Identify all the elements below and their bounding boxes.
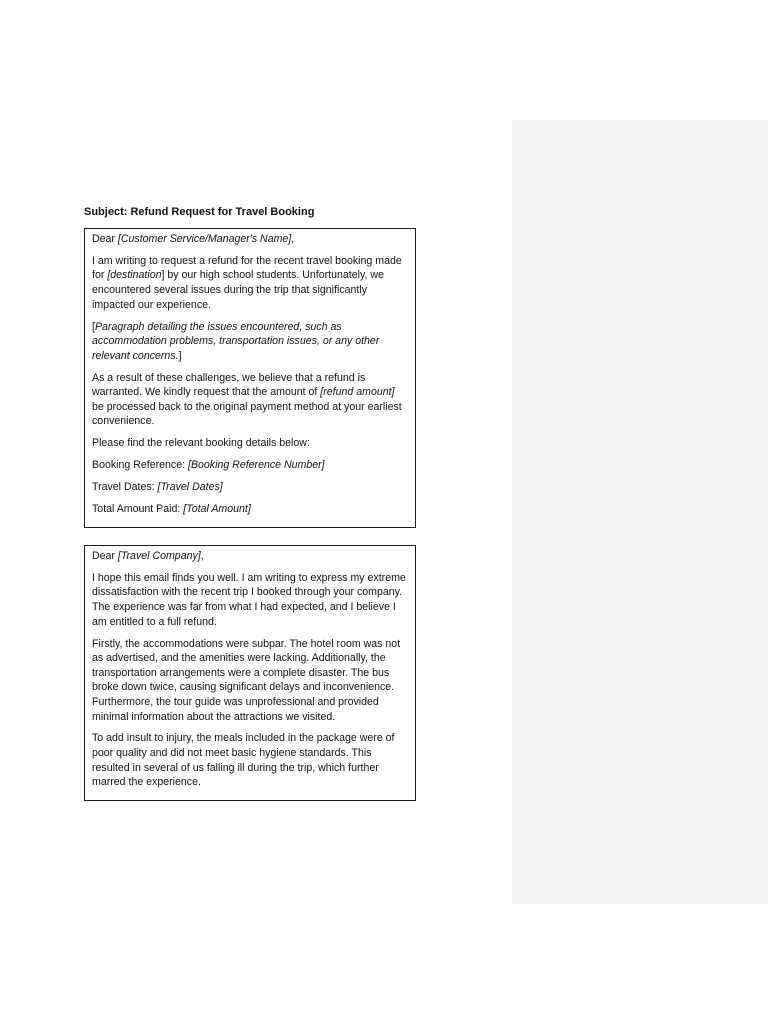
letter1-paragraph-2: [Paragraph detailing the issues encountered, such as accommodation problems, transportation issues, or any other relevant concerns.] — [92, 320, 380, 362]
total-amount-placeholder: [Total Amount] — [183, 502, 251, 515]
letter1-paragraph-1: I am writing to request a refund for the recent travel booking made for [destination] by our high school students. Unfortunately, we encountered several issues during the trip that significantly impacted our experience. — [92, 254, 402, 311]
booking-reference-line: Booking Reference: [Booking Reference Number] — [92, 459, 325, 472]
company-placeholder: [Travel Company] — [117, 550, 201, 562]
letter-template-box — [84, 228, 416, 528]
letter1-paragraph-3: As a result of these challenges, we believe that a refund is warranted. We kindly request that the amount of [refund amount] be processed back to the original payment method at your earliest convenience. — [92, 371, 402, 428]
comment-pane — [512, 120, 768, 904]
letter1-greeting: Dear [Customer Service/Manager's Name], — [92, 233, 295, 245]
recipient-placeholder: [Customer Service/Manager's Name], — [117, 233, 295, 245]
letter2-paragraph-3: To add insult to injury, the meals included in the package were of poor quality and did not meet basic hygiene standards. This resulted in several of us falling ill during the trip, which further marred the experience. — [92, 732, 395, 789]
letter1-paragraph-4: Please find the relevant booking details below: — [92, 437, 310, 450]
travel-dates-placeholder: [Travel Dates] — [157, 481, 223, 494]
destination-placeholder: [destination — [107, 269, 162, 282]
issues-placeholder: Paragraph detailing the issues encountered, such as accommodation problems, transportation issues, or any other relevant concerns. — [92, 320, 380, 362]
subject-line: Subject: Refund Request for Travel Booking — [84, 206, 315, 218]
letter2-paragraph-1: I hope this email finds you well. I am writing to express my extreme dissatisfaction with the recent trip I booked through your company. The experience was far from what I had expected, and I believe I am entitled to a full refund. — [92, 571, 406, 628]
complaint-letter-box — [84, 545, 416, 801]
letter2-greeting: Dear [Travel Company], — [92, 550, 204, 562]
refund-amount-placeholder: [refund amount] — [320, 386, 395, 399]
booking-reference-placeholder: [Booking Reference Number] — [188, 459, 325, 472]
letter2-paragraph-2: Firstly, the accommodations were subpar. The hotel room was not as advertised, and the amenities were lacking. Additionally, the transportation arrangements were a complete disaster. The bus broke down twice, causing significant delays and inconvenience. Furthermore, the tour guide was unprofessional and provided minimal information about the attractions we visited. — [92, 637, 401, 723]
total-amount-line: Total Amount Paid: [Total Amount] — [92, 502, 251, 515]
travel-dates-line: Travel Dates: [Travel Dates] — [92, 481, 223, 494]
